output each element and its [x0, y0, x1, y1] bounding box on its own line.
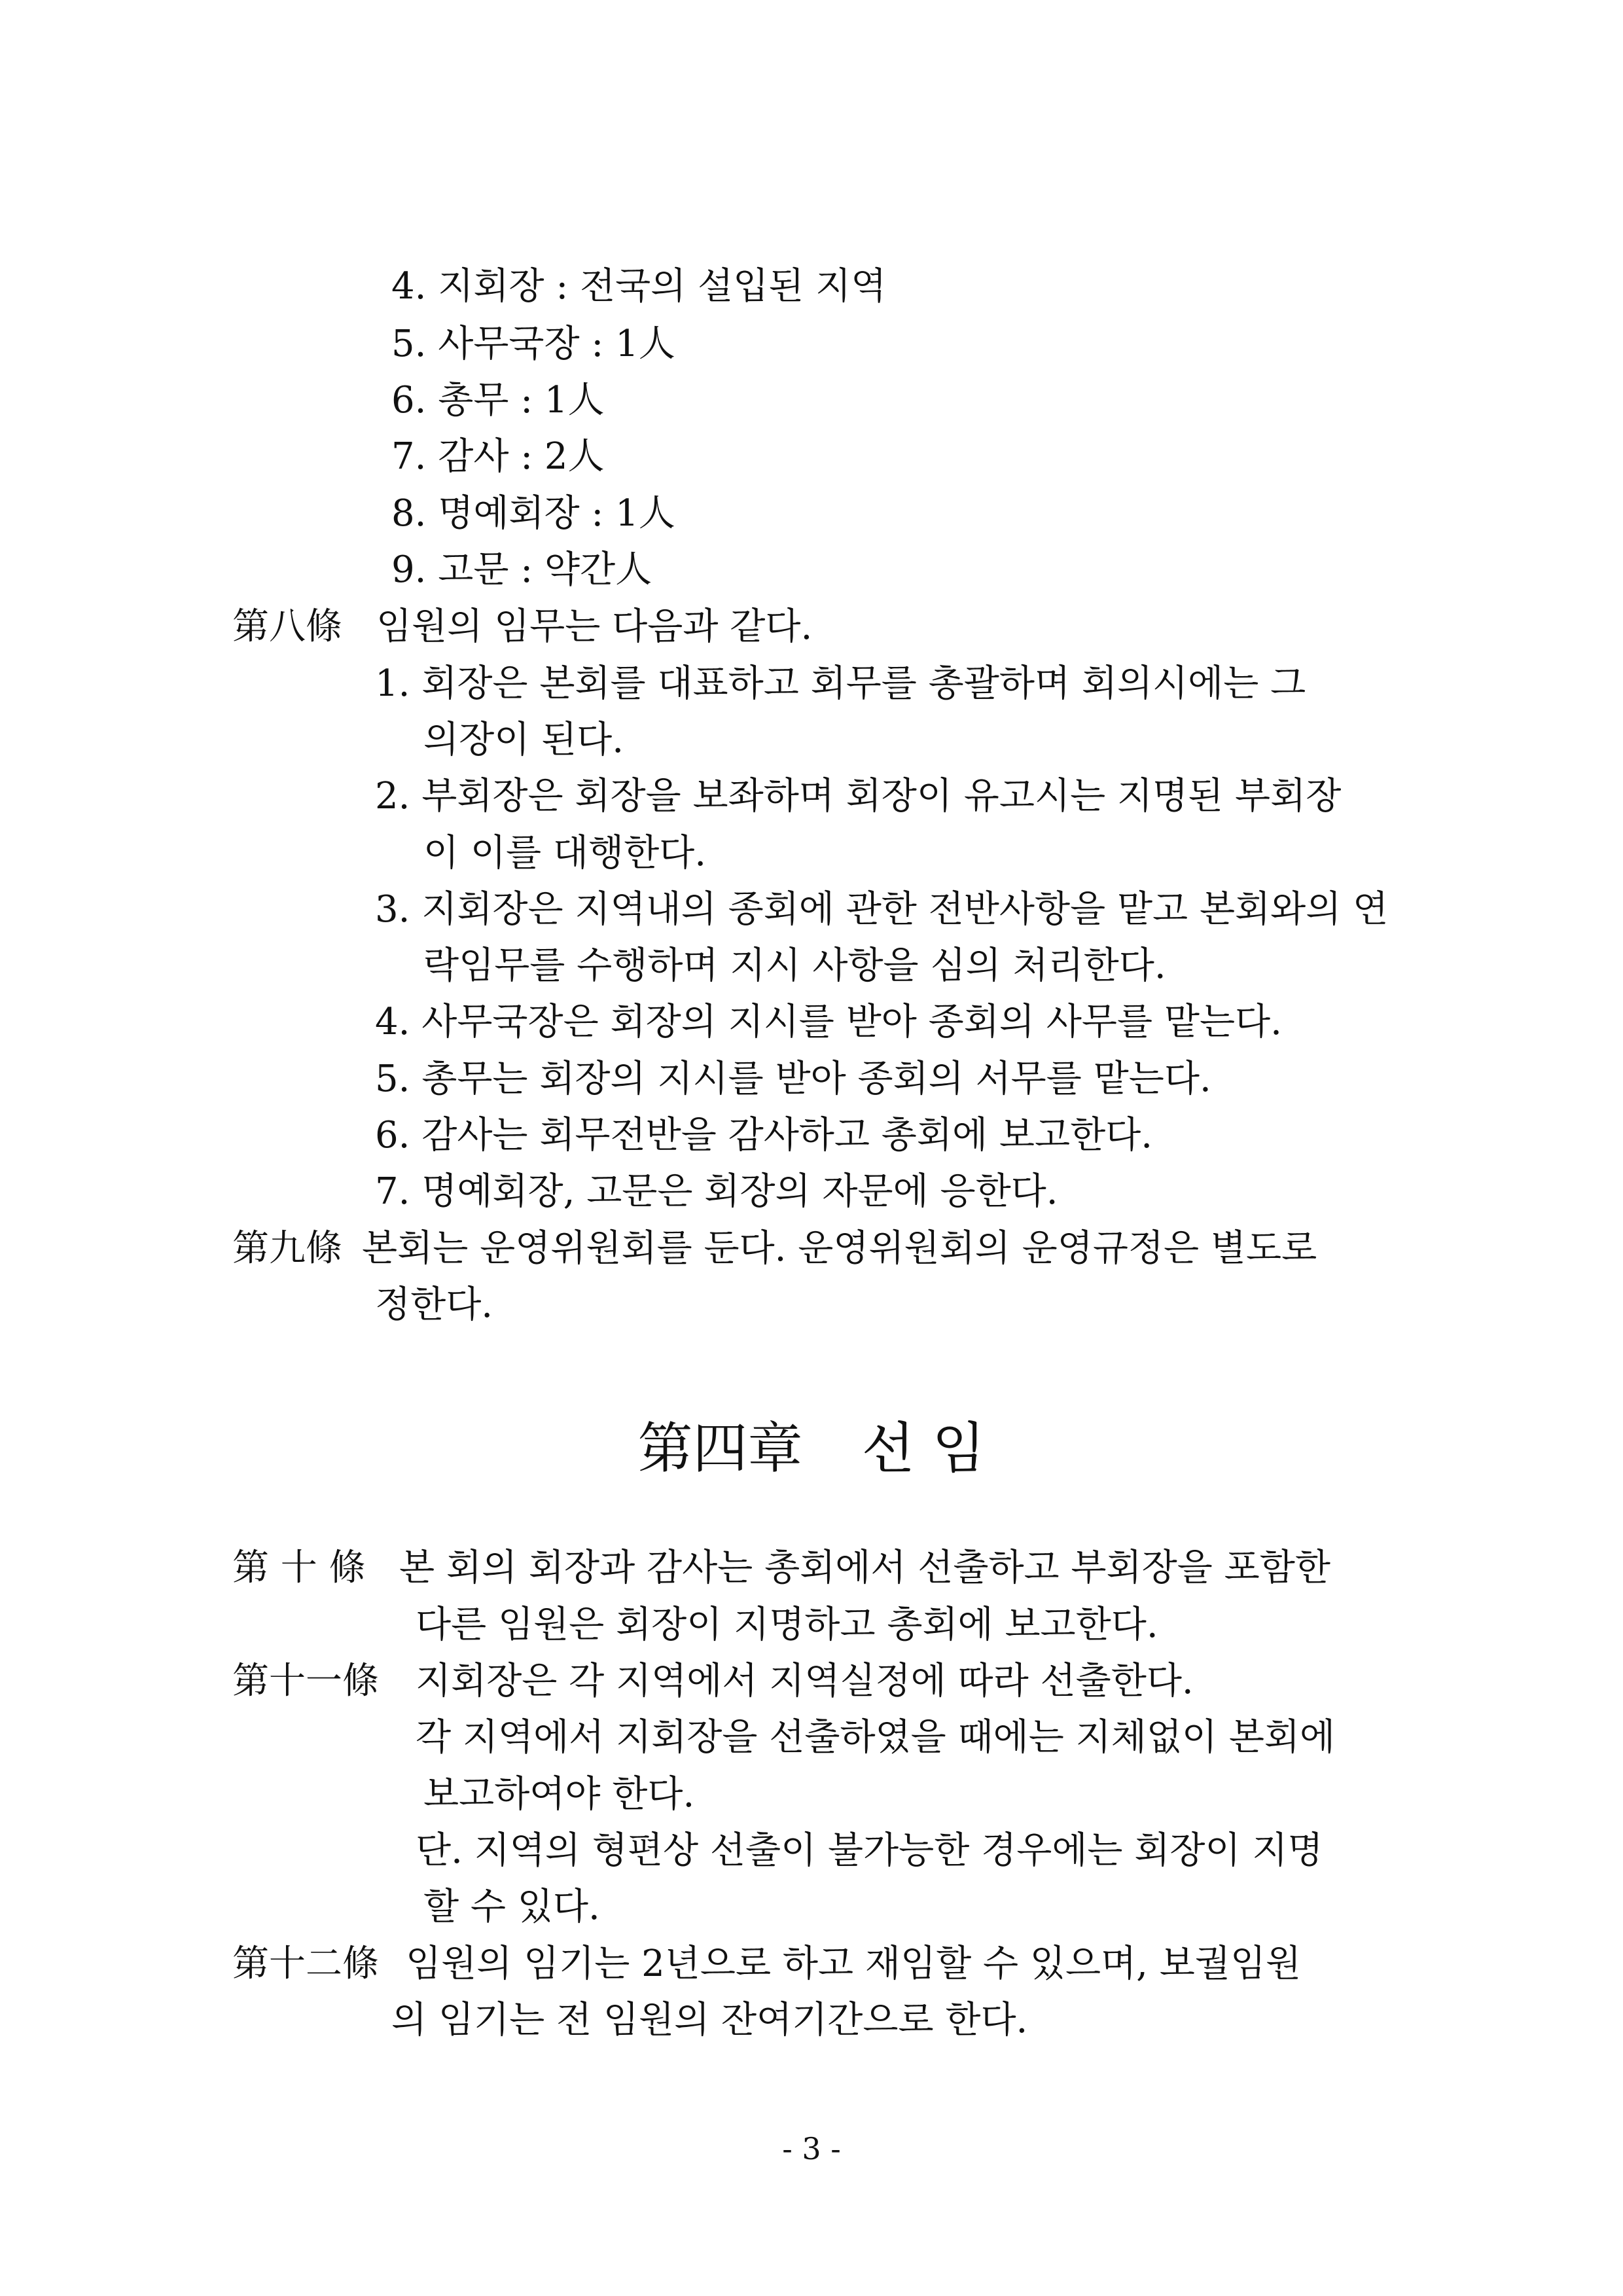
article-text-continuation: 할 수 있다. — [423, 1886, 600, 1928]
article-label: 第十二條 — [232, 1943, 379, 1985]
list-item-continuation: 이 이를 대행한다. — [423, 832, 707, 874]
article-text: 본 회의 회장과 감사는 총회에서 선출하고 부회장을 포함한 — [399, 1547, 1330, 1589]
article-text: 임원의 임기는 2년으로 하고 재임할 수 있으며, 보궐임원 — [406, 1943, 1302, 1985]
chapter-heading — [0, 1405, 1623, 1484]
list-item: 5. 사무국장 : 1人 — [391, 323, 675, 365]
list-item: 3. 지회장은 지역내의 종회에 관한 전반사항을 맡고 본회와의 연 — [375, 888, 1389, 931]
article-label: 第十一條 — [232, 1660, 379, 1702]
chapter-number: 第四章 — [637, 1416, 803, 1480]
article-intro: 임원의 임무는 다음과 같다. — [376, 605, 813, 648]
article-text: 본회는 운영위원회를 둔다. 운영위원회의 운영규정은 별도로 — [362, 1227, 1317, 1270]
list-item: 4. 사무국장은 회장의 지시를 받아 종회의 사무를 맡는다. — [375, 1001, 1282, 1043]
article-text: 단. 지역의 형편상 선출이 불가능한 경우에는 회장이 지명 — [416, 1829, 1323, 1872]
article-text-continuation: 의 임기는 전 임원의 잔여기간으로 한다. — [391, 1999, 1028, 2041]
article-text-continuation: 다른 임원은 회장이 지명하고 총회에 보고한다. — [416, 1604, 1158, 1646]
article-label: 第八條 — [232, 605, 342, 648]
list-item: 4. 지회장 : 전국의 설입된 지역 — [391, 265, 887, 308]
list-item: 6. 총무 : 1人 — [391, 379, 605, 422]
page-number: - 3 - — [782, 2131, 841, 2166]
list-item: 1. 회장은 본회를 대표하고 회무를 총괄하며 회의시에는 그 — [375, 662, 1306, 705]
article-text: 각 지역에서 지회장을 선출하였을 때에는 지체없이 본회에 — [416, 1716, 1336, 1759]
article-label: 第九條 — [232, 1227, 342, 1270]
list-item-continuation: 락임무를 수행하며 지시 사항을 심의 처리한다. — [423, 944, 1166, 987]
list-item: 2. 부회장은 회장을 보좌하며 회장이 유고시는 지명된 부회장 — [375, 775, 1342, 817]
list-item: 7. 감사 : 2人 — [391, 435, 605, 478]
list-item: 6. 감사는 회무전반을 감사하고 총회에 보고한다. — [375, 1114, 1153, 1157]
article-text-continuation: 보고하여야 한다. — [423, 1773, 695, 1816]
list-item: 9. 고문 : 약간人 — [391, 548, 652, 591]
list-item-continuation: 의장이 된다. — [423, 719, 624, 761]
list-item: 8. 명예회장 : 1人 — [391, 492, 675, 535]
article-label: 第 十 條 — [232, 1547, 366, 1589]
list-item: 5. 총무는 회장의 지시를 받아 종회의 서무를 맡는다. — [375, 1058, 1211, 1100]
chapter-title: 선 임 — [861, 1416, 986, 1480]
article-text: 지회장은 각 지역에서 지역실정에 따라 선출한다. — [416, 1660, 1194, 1702]
list-item: 7. 명예회장, 고문은 회장의 자문에 응한다. — [375, 1170, 1058, 1213]
article-text-continuation: 정한다. — [375, 1283, 493, 1326]
